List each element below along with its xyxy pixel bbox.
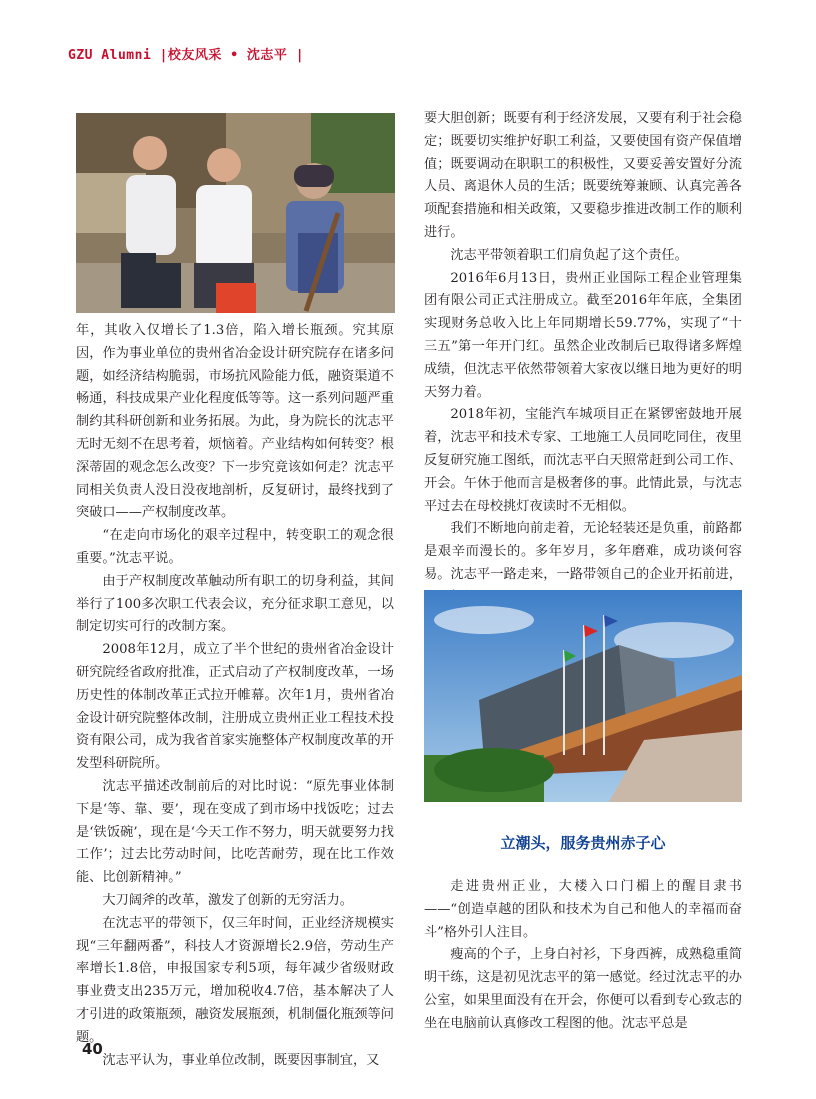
photo-company-building <box>424 590 742 802</box>
paragraph: 由于产权制度改革触动所有职工的切身利益，其间举行了100多次职工代表会议，充分征求职工意见，以制定切实可行的改制方案。 <box>76 573 394 635</box>
paragraph: 2016年6月13日，贵州正业国际工程企业管理集团有限公司正式注册成立。截至2016年年底，全集团实现财务总收入比上年同期增长59.77%，实现了“十三五”第一年开门红。虽然企业改制后已取得诸多辉煌成绩，但沈志平依然带领着大家夜以继日地为更好的明天努力着。 <box>424 270 742 400</box>
paragraph: 沈志平认为，事业单位改制，既要因事制宜，又 <box>102 1052 380 1068</box>
page-number: 40 <box>82 1040 103 1058</box>
paragraph: 在沈志平的带领下，仅三年时间，正业经济规模实现“三年翻两番”，科技人才资源增长2.9倍，劳动生产率增长1.8倍，申报国家专利5项，每年减少省级财政事业费支出235万元，增加税收4.7倍，基本解决了人才引进的政策瓶颈，融资发展瓶颈，机制僵化瓶颈等问题。 <box>76 915 394 1045</box>
left-column-text <box>76 320 394 1072</box>
photo-village-visit <box>76 113 395 313</box>
paragraph: 大刀阔斧的改革，激发了创新的无穷活力。 <box>102 892 353 908</box>
paragraph: 沈志平描述改制前后的对比时说：“原先事业体制下是‘等、靠、要’，现在变成了到市场中找饭吃；过去是‘铁饭碗’，现在是‘今天工作不努力，明天就要努力找工作’；过去比劳动时间，比吃苦耐劳，现在比工作效能、比创新精神。” <box>76 778 394 886</box>
paragraph: 我们不断地向前走着，无论轻装还是负重，前路都是艰辛而漫长的。多年岁月，多年磨难，成功谈何容易。沈志平一路走来，一路带领自己的企业开拓前进， <box>424 521 742 582</box>
section-heading: 立潮头，服务贵州赤子心 <box>500 834 666 852</box>
section-text <box>424 876 742 1036</box>
paragraph: 年，其收入仅增长了1.3倍，陷入增长瓶颈。究其原因，作为事业单位的贵州省冶金设计研究院存在诸多问题，如经济结构脆弱，市场抗风险能力低，融资渠道不畅通，科技成果产业化程度低等等。这一系列问题严重制约其科研创新和业务拓展。为此，身为院长的沈志平无时无刻不在思考着，烦恼着。产业结构如何转变？根深蒂固的观念怎么改变？下一步究竟该如何走？沈志平同相关负责人没日没夜地剖析，反复研讨，最终找到了突破口——产权制度改革。 <box>76 323 394 521</box>
paragraph: 走进贵州正业，大楼入口门楣上的醒目隶书——“创造卓越的团队和技术为自己和他人的幸福而奋斗”格外引人注目。 <box>424 879 742 940</box>
paragraph: 2018年初，宝能汽车城项目正在紧锣密鼓地开展着，沈志平和技术专家、工地施工人员同吃同住，夜里反复研究施工图纸，而沈志平白天照常赶到公司工作、开会。午休于他而言是极奢侈的事。此情此景，与沈志平过去在母校挑灯夜读时不无相似。 <box>424 407 742 514</box>
paragraph: 要大胆创新；既要有利于经济发展，又要有利于社会稳定；既要切实维护好职工利益，又要使国有资产保值增值；既要调动在职职工的积极性，又要妥善安置好分流人员、离退休人员的生活；既要统筹兼顾、认真完善各项配套措施和相关政策，又要稳步推进改制工作的顺利进行。 <box>424 111 742 240</box>
page-header: GZU Alumni |校友风采 • 沈志平 | <box>68 48 305 63</box>
paragraph: 瘦高的个子，上身白衬衫，下身西裤，成熟稳重简明干练，这是初见沈志平的第一感觉。经过沈志平的办公室，如果里面没有在开会，你便可以看到专心致志的坐在电脑前认真修改工程图的他。沈志平总是 <box>424 947 742 1031</box>
right-column-text <box>424 108 742 610</box>
paragraph: “在走向市场化的艰辛过程中，转变职工的观念很重要。”沈志平说。 <box>76 528 394 566</box>
paragraph: 2008年12月，成立了半个世纪的贵州省冶金设计研究院经省政府批准，正式启动了产权制度改革，一场历史性的体制改革正式拉开帷幕。次年1月，贵州省冶金设计研究院整体改制，注册成立贵州正业工程技术投资有限公司，成为我省首家实施整体产权制度改革的开发型科研院所。 <box>76 642 394 772</box>
paragraph: 沈志平带领着职工们肩负起了这个责任。 <box>450 247 688 263</box>
